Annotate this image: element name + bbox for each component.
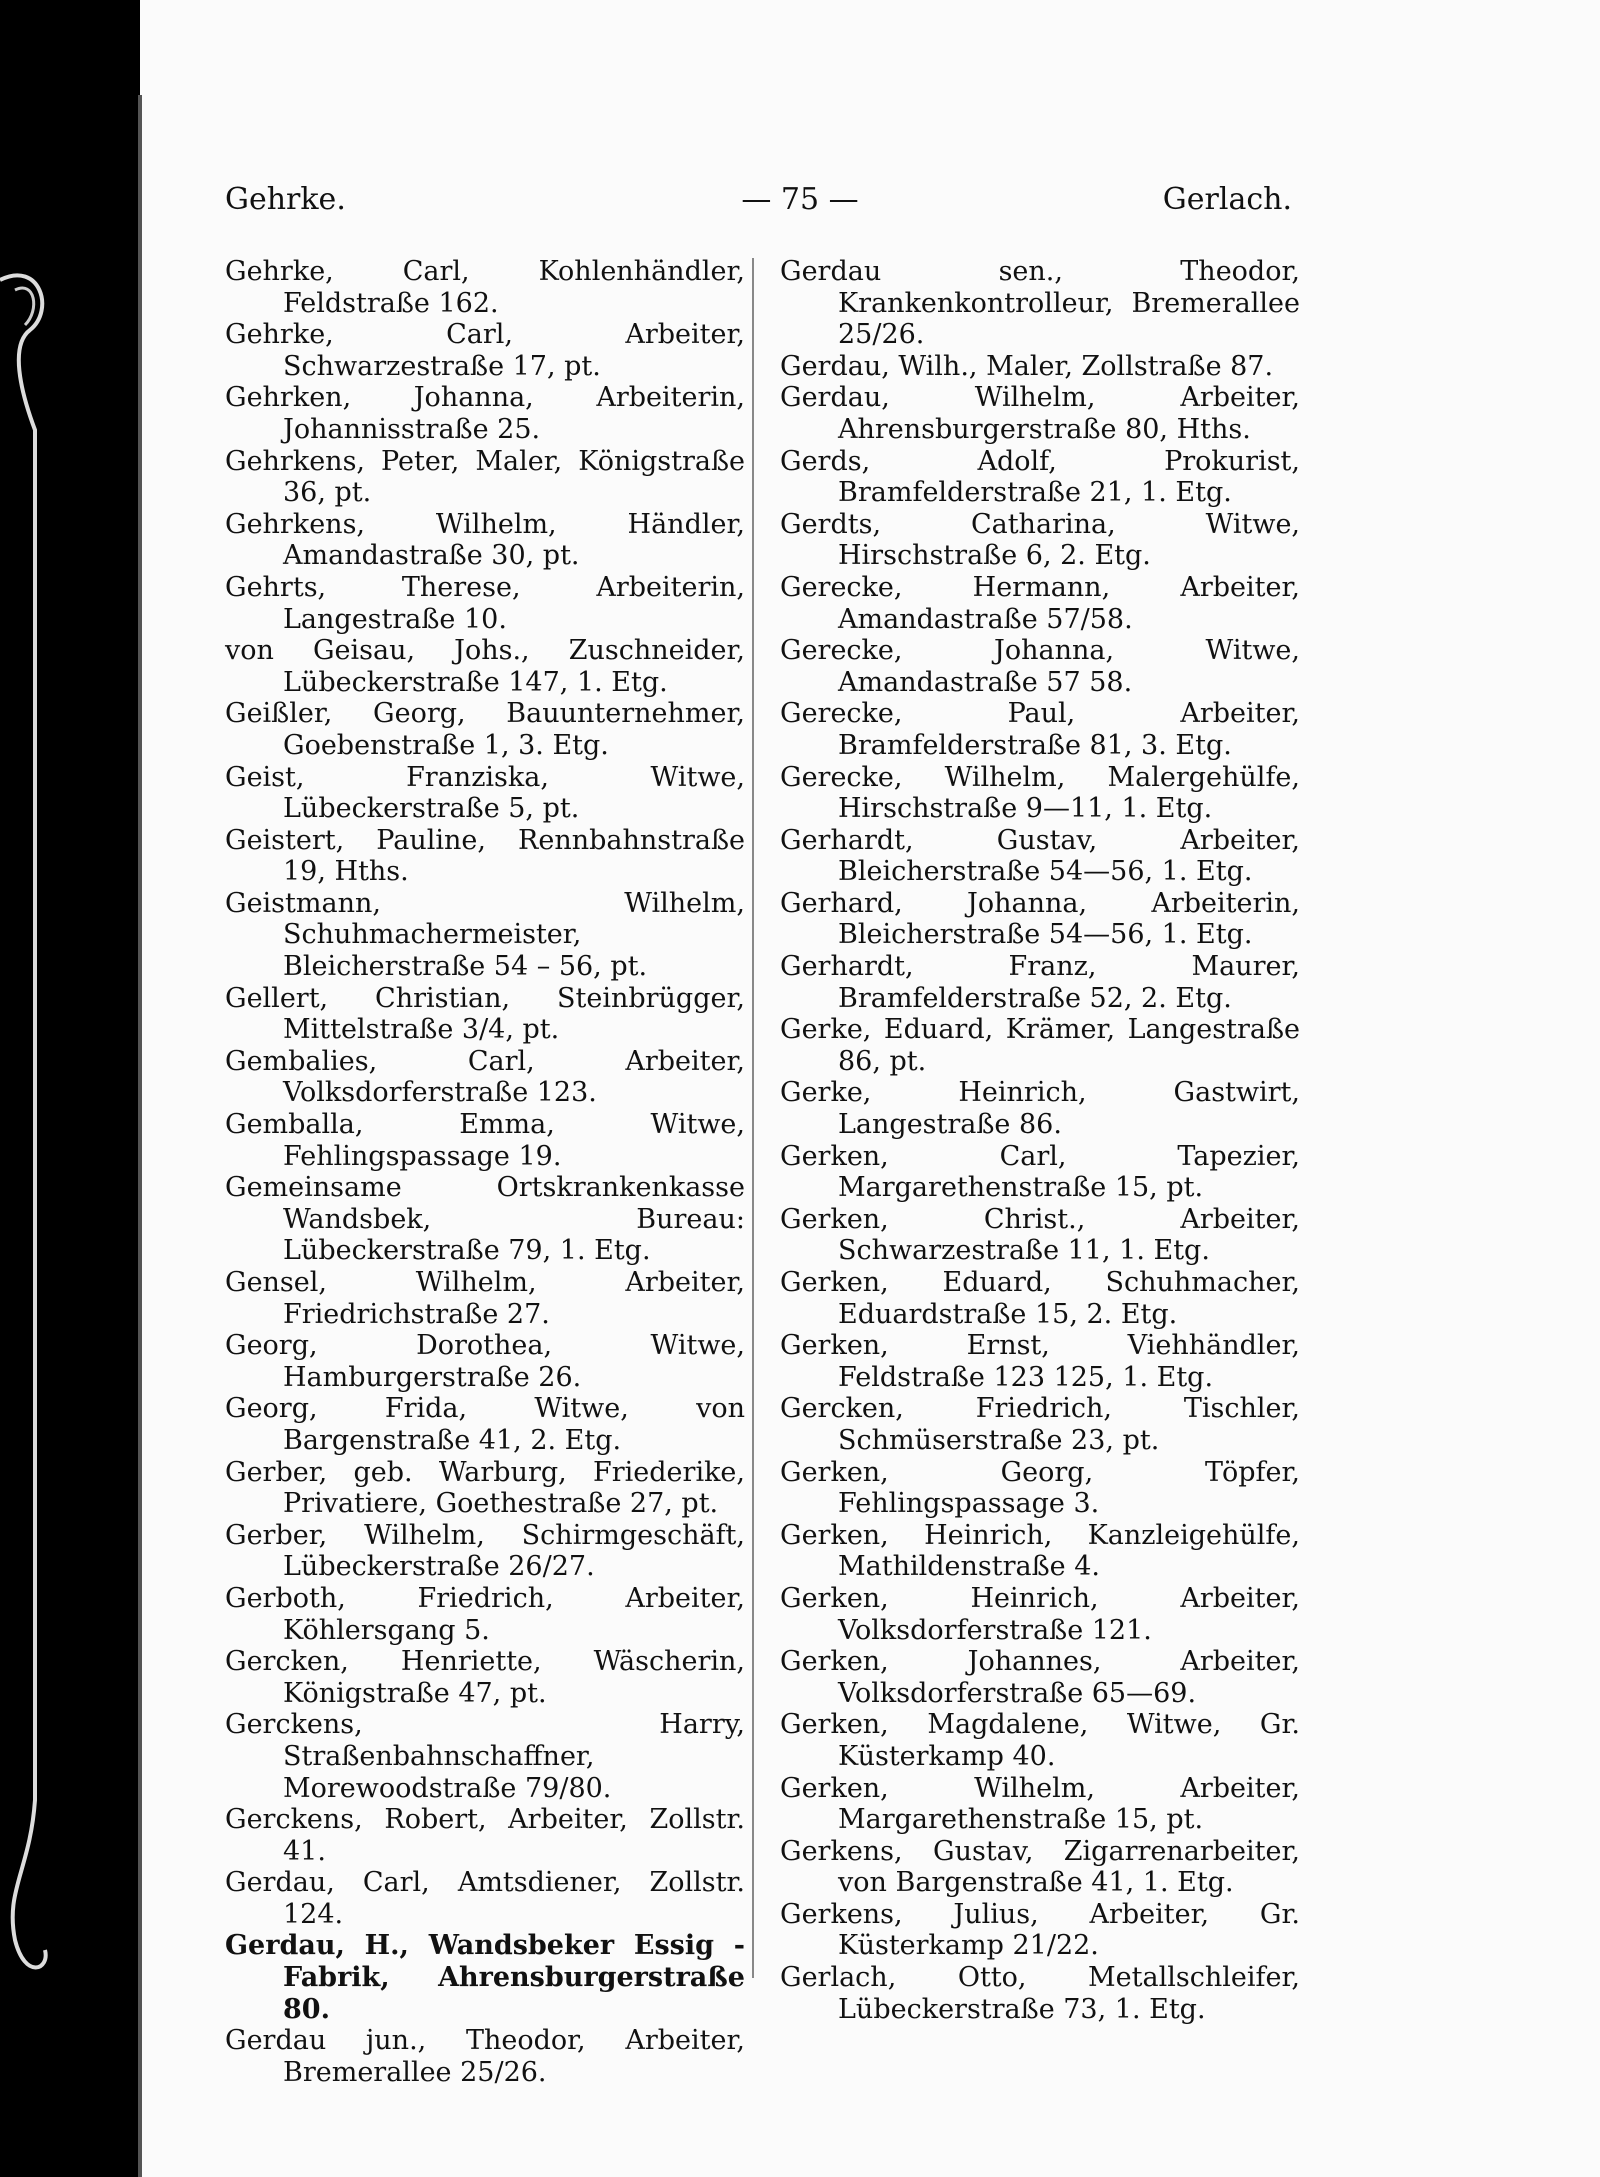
running-head-left: Gehrke.	[225, 182, 346, 217]
directory-entry: Gerecke, Paul, Arbeiter, Bramfelderstraße 81, 3. Etg.	[780, 698, 1300, 761]
directory-entry: Gerdau, Carl, Amtsdiener, Zollstr. 124.	[225, 1867, 745, 1930]
directory-entry: Gemeinsame Ortskrankenkasse Wandsbek, Bureau: Lübeckerstraße 79, 1. Etg.	[225, 1172, 745, 1267]
directory-entry: Gerdts, Catharina, Witwe, Hirschstraße 6, 2. Etg.	[780, 508, 1300, 572]
directory-entry: Gerken, Eduard, Schuhmacher, Eduardstraße 15, 2. Etg.	[780, 1267, 1300, 1330]
page-number: — 75 —	[741, 182, 859, 217]
directory-entry: Gehrken, Johanna, Arbeiterin, Johannisstraße 25.	[225, 382, 745, 445]
directory-entry: Gehrts, Therese, Arbeiterin, Langestraße 10.	[225, 571, 745, 635]
directory-entry: Gerken, Georg, Töpfer, Fehlingspassage 3.	[780, 1456, 1300, 1520]
directory-entry: Gerhard, Johanna, Arbeiterin, Bleicherstraße 54—56, 1. Etg.	[780, 887, 1300, 951]
directory-entry: Gerdau, Wilhelm, Arbeiter, Ahrensburgerstraße 80, Hths.	[780, 382, 1300, 445]
directory-entry: Geistmann, Wilhelm, Schuhmachermeister, Bleicherstraße 54 – 56, pt.	[225, 887, 745, 983]
running-head-right: Gerlach.	[1162, 182, 1292, 217]
directory-entry: Gehrke, Carl, Kohlenhändler, Feldstraße 162.	[225, 256, 745, 319]
directory-entry: Gerdau, Wilh., Maler, Zollstraße 87.	[780, 350, 1274, 382]
directory-entry: Gerhardt, Franz, Maurer, Bramfelderstraße 52, 2. Etg.	[780, 951, 1300, 1014]
directory-entry: Georg, Dorothea, Witwe, Hamburgerstraße 26.	[225, 1330, 745, 1393]
directory-entry: Gemballa, Emma, Witwe, Fehlingspassage 19.	[225, 1109, 745, 1172]
directory-entry: Gerckens, Harry, Straßenbahnschaffner, Morewoodstraße 79/80.	[225, 1709, 745, 1804]
directory-entry: Geist, Franziska, Witwe, Lübeckerstraße 5, pt.	[225, 761, 745, 825]
directory-entry: Gehrkens, Peter, Maler, Königstraße 36, pt.	[225, 445, 745, 509]
directory-entry: Geistert, Pauline, Rennbahnstraße 19, Hths.	[225, 824, 745, 888]
directory-entry: Gercken, Henriette, Wäscherin, Königstraße 47, pt.	[225, 1646, 745, 1709]
page-edge-line	[138, 95, 142, 2177]
directory-entry: Gerken, Magdalene, Witwe, Gr. Küsterkamp 40.	[780, 1709, 1300, 1772]
directory-entry: Gerken, Carl, Tapezier, Margarethenstraße 15, pt.	[780, 1140, 1300, 1204]
column-divider	[752, 258, 754, 1978]
directory-entry: Gerlach, Otto, Metallschleifer, Lübeckerstraße 73, 1. Etg.	[780, 1962, 1300, 2025]
directory-entry: Georg, Frida, Witwe, von Bargenstraße 41, 2. Etg.	[225, 1393, 745, 1456]
directory-entry: Gerken, Johannes, Arbeiter, Volksdorferstraße 65—69.	[780, 1646, 1300, 1709]
directory-entry: Gerken, Christ., Arbeiter, Schwarzestraße 11, 1. Etg.	[780, 1203, 1300, 1267]
directory-entry: Gerken, Wilhelm, Arbeiter, Margarethenstraße 15, pt.	[780, 1772, 1300, 1836]
directory-entry: Gerdau jun., Theodor, Arbeiter, Bremerallee 25/26.	[225, 2025, 745, 2088]
directory-entry: Gehrkens, Wilhelm, Händler, Amandastraße 30, pt.	[225, 508, 745, 572]
ornament-flourish-icon	[0, 250, 60, 2000]
directory-entry: Gerdau sen., Theodor, Krankenkontrolleur, Bremerallee 25/26.	[780, 256, 1300, 351]
directory-entry: Gerecke, Hermann, Arbeiter, Amandastraße 57/58.	[780, 571, 1300, 635]
directory-entry: Gerhardt, Gustav, Arbeiter, Bleicherstraße 54—56, 1. Etg.	[780, 824, 1300, 888]
directory-entry: Gerkens, Julius, Arbeiter, Gr. Küsterkamp 21/22.	[780, 1898, 1300, 1962]
directory-entry: Gerboth, Friedrich, Arbeiter, Köhlersgang 5.	[225, 1582, 745, 1646]
directory-entry: Gercken, Friedrich, Tischler, Schmüserstraße 23, pt.	[780, 1393, 1300, 1456]
left-column	[225, 256, 745, 2088]
directory-entry: Gellert, Christian, Steinbrügger, Mittelstraße 3/4, pt.	[225, 982, 745, 1046]
directory-entry: Gerber, geb. Warburg, Friederike, Privatiere, Goethestraße 27, pt.	[225, 1456, 745, 1520]
directory-entry: Gehrke, Carl, Arbeiter, Schwarzestraße 17, pt.	[225, 319, 745, 382]
directory-entry: Gerber, Wilhelm, Schirmgeschäft, Lübeckerstraße 26/27.	[225, 1519, 745, 1583]
directory-entry: Gerecke, Wilhelm, Malergehülfe, Hirschstraße 9—11, 1. Etg.	[780, 761, 1300, 825]
directory-entry: Gerken, Heinrich, Arbeiter, Volksdorferstraße 121.	[780, 1582, 1300, 1646]
directory-entry-advert: Gerdau, H., Wandsbeker Essig - Fabrik, Ahrensburgerstraße 80.	[225, 1930, 745, 2025]
directory-entry: Gerke, Heinrich, Gastwirt, Langestraße 86.	[780, 1077, 1300, 1141]
directory-entry: Gerken, Heinrich, Kanzleigehülfe, Mathildenstraße 4.	[780, 1519, 1300, 1583]
directory-entry: Gembalies, Carl, Arbeiter, Volksdorferstraße 123.	[225, 1045, 745, 1109]
directory-entry: Gerecke, Johanna, Witwe, Amandastraße 57 58.	[780, 635, 1300, 698]
directory-entry: von Geisau, Johs., Zuschneider, Lübeckerstraße 147, 1. Etg.	[225, 635, 745, 698]
directory-entry: Gerds, Adolf, Prokurist, Bramfelderstraße 21, 1. Etg.	[780, 445, 1300, 509]
directory-entry: Gerckens, Robert, Arbeiter, Zollstr. 41.	[225, 1804, 745, 1867]
right-column	[780, 256, 1300, 2025]
directory-entry: Gensel, Wilhelm, Arbeiter, Friedrichstraße 27.	[225, 1267, 745, 1330]
directory-entry: Gerke, Eduard, Krämer, Langestraße 86, pt.	[780, 1014, 1300, 1077]
directory-entry: Gerkens, Gustav, Zigarrenarbeiter, von Bargenstraße 41, 1. Etg.	[780, 1835, 1300, 1899]
directory-entry: Gerken, Ernst, Viehhändler, Feldstraße 123 125, 1. Etg.	[780, 1330, 1300, 1393]
directory-entry: Geißler, Georg, Bauunternehmer, Goebenstraße 1, 3. Etg.	[225, 698, 745, 761]
